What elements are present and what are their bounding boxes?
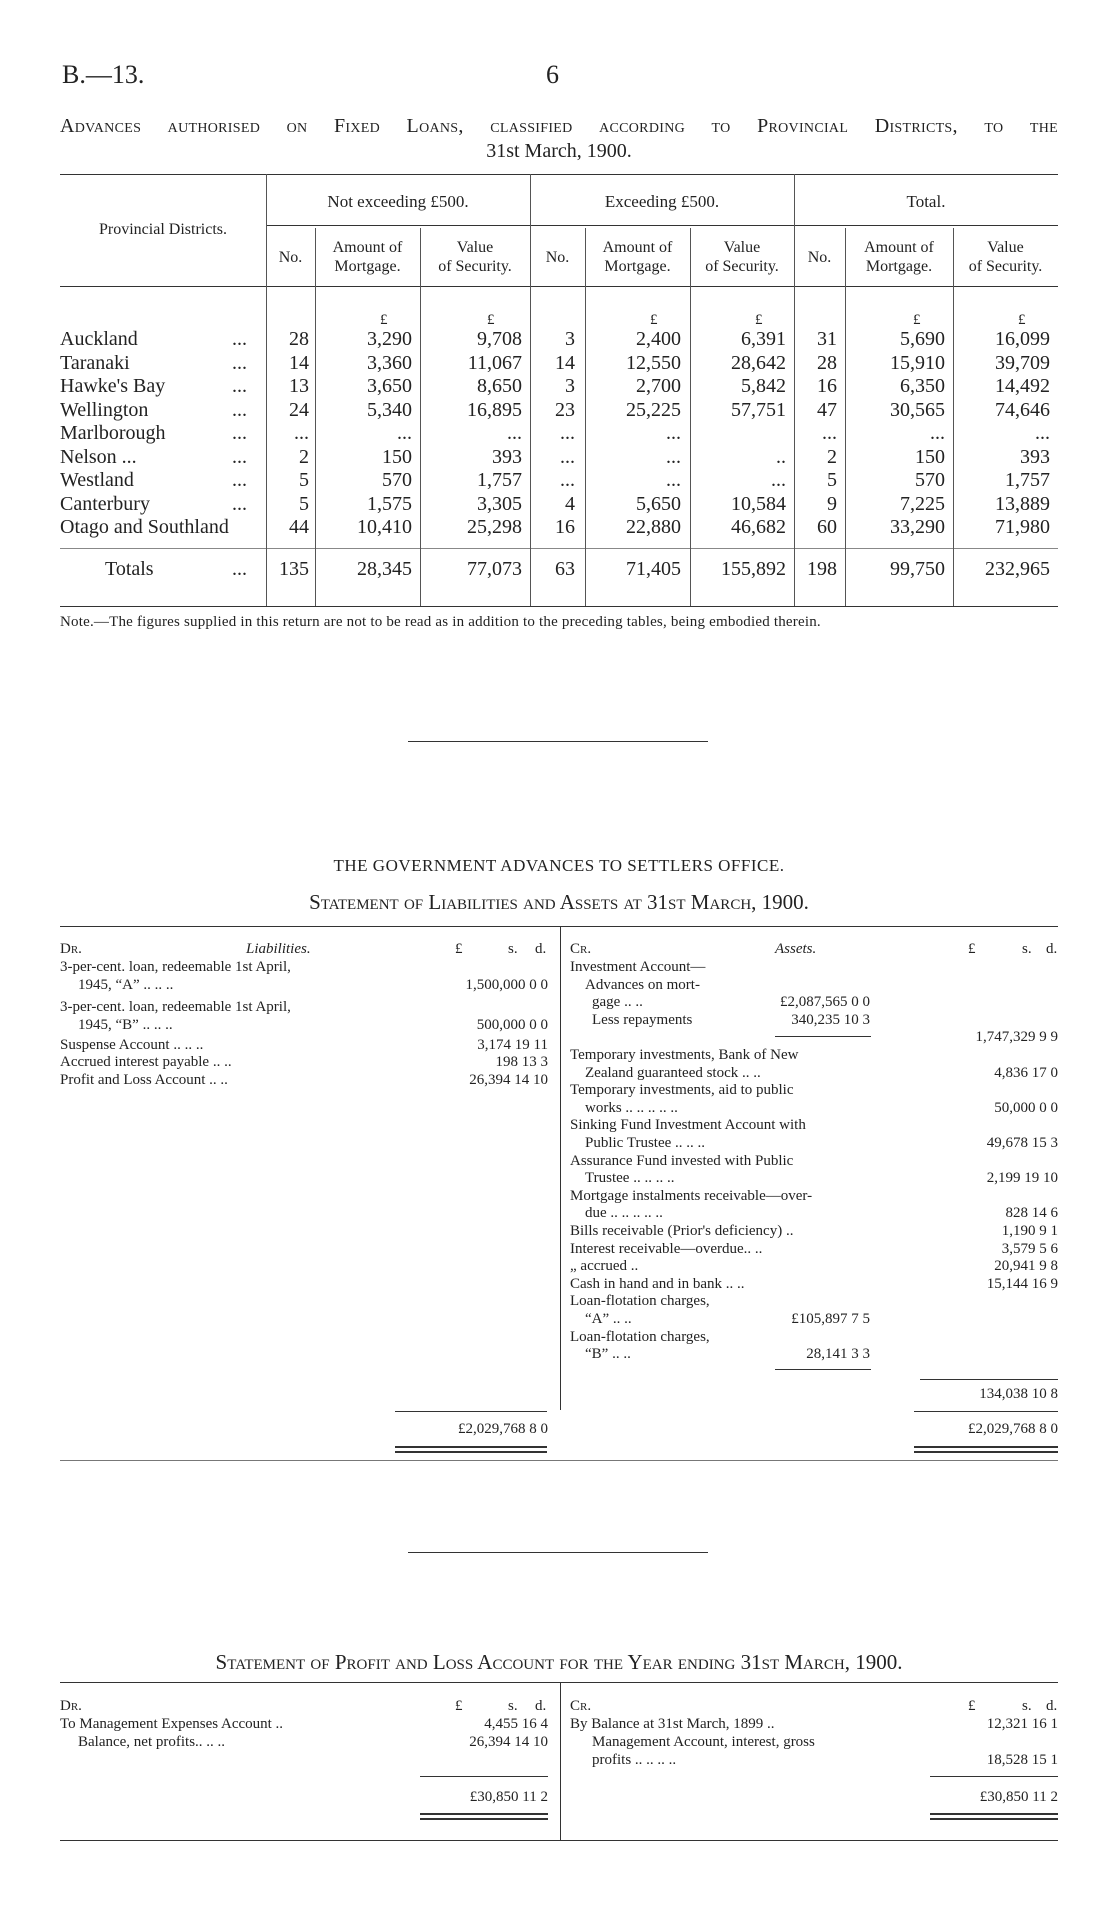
liability-line: Accrued interest payable .. .. [60,1054,232,1070]
page-number: 6 [546,60,559,89]
district-name: Marlborough [60,422,166,444]
advances-note: Note.—The figures supplied in this return are not to be read as in addition to the preceding tables, being embodied therein. [60,614,821,630]
cell-v2: 28,642 [731,351,786,374]
cell-v3: 16,099 [995,328,1050,350]
cell-v2: ... [771,469,786,491]
leader-dots: ... [232,469,247,491]
cell-n3: ... [822,422,837,444]
sub-value-2: Value of Security. [705,239,779,275]
cell-n1: 5 [299,469,309,491]
cell-n2: 3 [565,375,575,397]
divider [408,741,708,742]
cell-n1: 13 [289,375,309,397]
asset-inner-amount: £2,087,565 0 0 [780,994,870,1011]
leader-dots: ... [232,351,247,374]
asset-amount: 1,747,329 9 9 [975,1029,1058,1046]
pl-cr-line: Management Account, interest, gross [592,1734,815,1750]
cell-a3: 33,290 [890,516,945,538]
cell-n3: 47 [817,398,837,421]
cell-n1: 44 [289,516,309,538]
cell-a2: ... [666,422,681,444]
asset-amount: 49,678 15 3 [986,1135,1058,1151]
asset-line: gage .. .. [592,994,643,1011]
asset-line: Interest receivable—overdue.. .. [570,1240,763,1257]
cell-v1: 11,067 [467,351,522,374]
assets-label: Assets. [775,941,817,957]
pl-dr-amount: 4,455 16 4 [484,1716,548,1732]
sub-amount-2: Amount of Mortgage. [602,239,673,275]
asset-line: Less repayments [592,1011,693,1028]
sub-amount-3: Amount of Mortgage. [864,239,934,275]
leader-dots: ... [232,328,247,350]
asset-line: works .. .. .. .. .. [585,1099,678,1116]
pl-cr-amount: 12,321 16 1 [986,1716,1058,1732]
liability-line: 3-per-cent. loan, redeemable 1st April, [60,959,291,975]
district-name: Taranaki [60,351,130,374]
cell-v1: 1,757 [477,469,522,491]
cell-n3: 9 [827,492,837,515]
cell-a3: 570 [915,469,945,491]
cell-a1: 3,360 [367,351,412,374]
leader-dots: ... [232,445,247,468]
cell-v1: 16,895 [467,398,522,421]
asset-amount: 1,190 9 1 [1001,1223,1058,1239]
district-name: Hawke's Bay [60,375,166,397]
cell-n3: 28 [817,351,837,374]
asset-line: Sinking Fund Investment Account with [570,1117,806,1134]
sub-value-1: Value of Security. [438,239,512,275]
header-not-exceeding: Not exceeding £500. [327,192,469,211]
cell-v1: 9,708 [477,328,522,350]
asset-amount: 3,579 5 6 [1001,1240,1058,1257]
asset-inner-amount: 28,141 3 3 [806,1346,870,1363]
cell-a3: 150 [915,445,945,468]
header-provincial-districts: Provincial Districts. [99,221,227,238]
asset-amount: 20,941 9 8 [994,1258,1058,1275]
asset-amount: 2,199 19 10 [986,1170,1058,1187]
cell-v1: 8,650 [477,375,522,397]
asset-line: Zealand guaranteed stock .. .. [585,1064,761,1081]
cell-n2: 16 [555,516,575,538]
cell-v3: 39,709 [995,351,1050,374]
cell-a1: 1,575 [367,492,412,515]
cell-v3: 74,646 [995,398,1050,421]
liability-line: 1945, “A” .. .. .. [78,977,174,993]
cell-v2: 5,842 [741,375,786,397]
advances-title-line1: Advances authorised on Fixed Loans, classified according to Provincial Districts, to the [60,115,1058,137]
cell-n1: ... [294,422,309,444]
district-name: Canterbury [60,492,150,515]
sub-amount-1: Amount of Mortgage. [332,239,403,275]
asset-subtotal: 134,038 10 8 [979,1386,1058,1402]
cell-a2: 2,700 [636,375,681,397]
cell-n3: 60 [817,516,837,538]
cell-n1: 28 [289,328,309,350]
asset-line: Cash in hand and in bank .. .. [570,1275,745,1292]
cell-n2: 3 [565,328,575,350]
liability-line: 3-per-cent. loan, redeemable 1st April, [60,999,291,1015]
cell-n1: 14 [289,351,309,374]
asset-line: Temporary investments, Bank of New [570,1047,799,1063]
cell-v2: 6,391 [741,328,786,350]
asset-amount: 4,836 17 0 [994,1064,1058,1081]
dr-label: Dr. [60,941,82,957]
cell-a2: 12,550 [626,351,681,374]
cell-a1: 570 [382,469,412,491]
cell-v2: .. [776,445,786,468]
cell-v1: 3,305 [477,492,522,515]
statement-title: Statement of Liabilities and Assets at 31st March, 1900. [309,890,809,914]
cell-a2: ... [666,445,681,468]
liabilities-total: £2,029,768 8 0 [458,1421,548,1437]
cell-n3: 5 [827,469,837,491]
sub-no-1: No. [278,249,303,266]
header-total: Total. [906,192,946,211]
cell-a1: 3,650 [367,375,412,397]
asset-line: „ accrued .. [570,1258,639,1275]
asset-line: Trustee .. .. .. .. [585,1170,675,1187]
cell-a3: 5,690 [900,328,945,350]
cell-n2: 23 [555,398,575,421]
currency-v2: £ [755,312,763,328]
sub-value-3: Value of Security. [968,239,1043,275]
cell-a2: 22,880 [626,516,681,538]
asset-inner-amount: 340,235 10 3 [791,1011,870,1028]
asset-line: Bills receivable (Prior's deficiency) .. [570,1223,794,1239]
profit-loss-title: Statement of Profit and Loss Account for the Year ending 31st March, 1900. [215,1650,903,1674]
asset-line: Mortgage instalments receivable—over- [570,1187,813,1204]
cell-n1: 5 [299,492,309,515]
assets-total: £2,029,768 8 0 [968,1421,1058,1437]
cell-a2: ... [666,469,681,491]
asset-amount: 15,144 16 9 [986,1275,1058,1292]
cell-n2: 14 [555,351,575,374]
divider-2 [408,1552,708,1553]
leader-dots: ... [232,398,247,421]
liability-amount: 1,500,000 0 0 [465,977,548,993]
cell-v1: ... [507,422,522,444]
asset-line: Advances on mort- [585,976,700,993]
pl-dr-line: Balance, net profits.. .. .. [78,1734,226,1750]
cell-a3: 6,350 [900,375,945,397]
cell-v3: 13,889 [995,492,1050,515]
asset-line: “A” .. .. [585,1311,632,1327]
asset-line: Investment Account— [570,959,706,975]
asset-line: Loan-flotation charges, [570,1293,710,1310]
pl-dr-line: To Management Expenses Account .. [60,1716,284,1732]
cell-n3: 16 [817,375,837,397]
asset-line: Assurance Fund invested with Public [570,1152,794,1169]
cell-n2: ... [560,422,575,444]
liability-amount: 3,174 19 11 [477,1037,548,1053]
pl-cr-total: £30,850 11 2 [979,1789,1058,1805]
asset-amount: 50,000 0 0 [994,1099,1058,1116]
cell-v3: 71,980 [995,516,1050,538]
cell-v3: ... [1035,422,1050,444]
cell-a3: 7,225 [900,492,945,515]
district-name: Westland [60,469,134,491]
leader-dots: ... [232,375,247,397]
cell-a2: 2,400 [636,328,681,350]
cell-v2: 57,751 [731,398,786,421]
cell-v2: 46,682 [731,516,786,538]
cell-a1: 150 [382,445,412,468]
cell-v1: 393 [492,445,522,468]
pl-cr-line: profits .. .. .. .. [592,1752,677,1768]
sub-no-3: No. [807,249,832,266]
cell-a1: 10,410 [357,516,412,538]
cell-n2: 4 [565,492,575,515]
asset-inner-amount: £105,897 7 5 [791,1311,870,1327]
asset-line: Loan-flotation charges, [570,1328,710,1345]
cell-a1: 3,290 [367,328,412,350]
cell-n2: ... [560,445,575,468]
currency-v3: £ [1018,312,1026,328]
currency-a2: £ [650,312,658,328]
cell-n1: 24 [289,398,309,421]
office-title: THE GOVERNMENT ADVANCES TO SETTLERS OFFICE. [333,856,785,875]
advances-title-line2: 31st March, 1900. [486,140,632,162]
liability-amount: 198 13 3 [495,1054,548,1070]
asset-line: Temporary investments, aid to public [570,1082,794,1099]
cell-v3: 1,757 [1005,469,1050,491]
leader-dots: ... [232,422,247,444]
cell-a3: 15,910 [890,351,945,374]
asset-line: Public Trustee .. .. .. [585,1135,706,1151]
cell-n2: ... [560,469,575,491]
district-name: Otago and Southland [60,516,229,538]
district-name: Nelson ... [60,445,137,468]
currency-a3: £ [913,312,921,328]
currency-a1: £ [380,312,388,328]
liability-line: 1945, “B” .. .. .. [78,1017,173,1033]
liabilities-label: Liabilities. [246,941,311,957]
cr-label: Cr. [570,941,592,957]
district-name: Auckland [60,328,138,350]
liability-amount: 500,000 0 0 [476,1017,548,1033]
asset-amount: 828 14 6 [1005,1205,1058,1222]
document-reference: B.—13. [62,60,145,89]
cell-v1: 25,298 [467,516,522,538]
cell-a3: ... [930,422,945,444]
cell-a1: ... [397,422,412,444]
cell-n1: 2 [299,445,309,468]
cell-a2: 5,650 [636,492,681,515]
leader-dots: ... [232,492,247,515]
cell-v2: 10,584 [731,492,786,515]
cell-a1: 5,340 [367,398,412,421]
asset-line: “B” .. .. [585,1346,631,1363]
district-name: Wellington [60,398,149,421]
cell-v3: 393 [1020,445,1050,468]
currency-v1: £ [487,312,495,328]
sub-no-2: No. [545,249,570,266]
cell-a3: 30,565 [890,398,945,421]
pl-cr-line: By Balance at 31st March, 1899 .. [570,1716,775,1732]
pl-dr-total: £30,850 11 2 [469,1789,548,1805]
header-exceeding: Exceeding £500. [604,192,720,211]
asset-line: due .. .. .. .. .. [585,1205,663,1222]
cell-a2: 25,225 [626,398,681,421]
cell-n3: 2 [827,445,837,468]
liability-line: Suspense Account .. .. .. [60,1037,204,1053]
cell-v3: 14,492 [995,375,1050,397]
cell-n3: 31 [817,328,837,350]
liability-line: Profit and Loss Account .. .. [60,1072,228,1088]
liability-amount: 26,394 14 10 [469,1072,548,1088]
pl-cr-amount: 18,528 15 1 [986,1752,1058,1768]
pl-dr-amount: 26,394 14 10 [469,1734,548,1750]
